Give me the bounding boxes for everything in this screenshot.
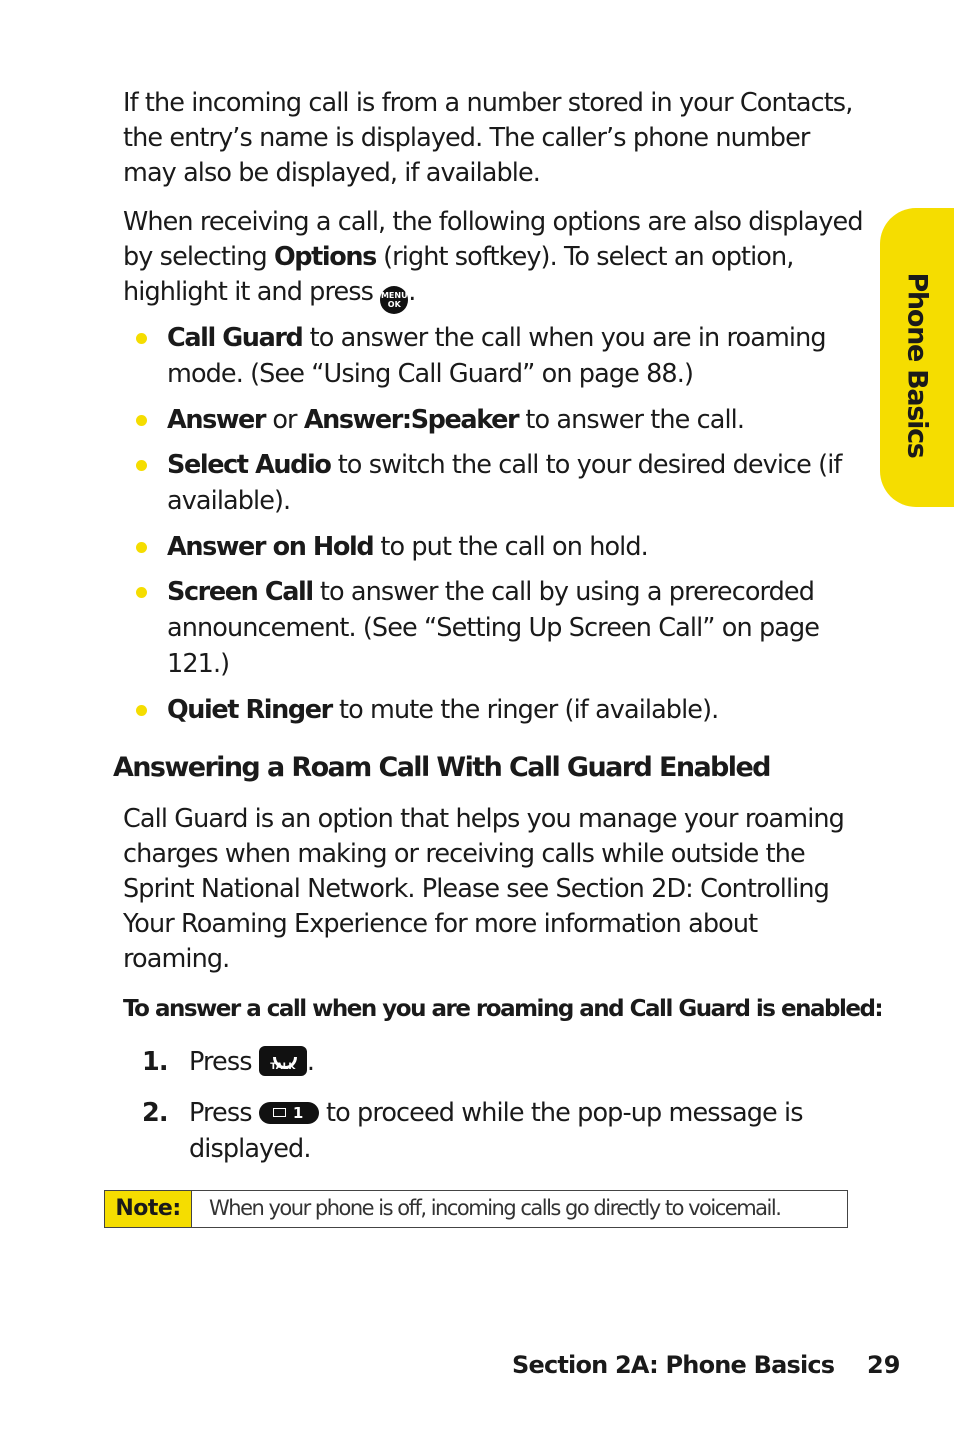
talk-key-icon <box>259 1046 307 1076</box>
option-name: Call Guard <box>167 323 303 353</box>
list-item-answer <box>123 402 863 438</box>
procedure-steps <box>123 1044 863 1182</box>
menu-key-label: MENU <box>380 291 408 300</box>
talk-key-label: TALK <box>270 1062 296 1072</box>
option-description: to answer the call when you are in roaming mode. (See “Using Call Guard” on page 88.) <box>167 323 826 389</box>
option-description: to answer the call. <box>518 404 745 435</box>
option-name-2: Answer:Speaker <box>303 404 519 435</box>
option-description: to answer the call by using a prerecorded announcement. (See “Setting Up Screen Call” on page 121.) <box>167 577 820 679</box>
step-number: 2. <box>142 1098 168 1128</box>
option-name: Quiet Ringer <box>167 694 332 725</box>
options-softkey-label: Options <box>274 242 376 272</box>
intro-paragraph-1: If the incoming call is from a number stored in your Contacts, the entry’s name is displayed. The caller’s phone number may also be displayed, if available. <box>123 88 853 188</box>
bullet-icon <box>136 415 147 426</box>
envelope-icon <box>273 1108 286 1117</box>
option-description: to mute the ringer (if available). <box>331 694 719 725</box>
side-tab-label: Phone Basics <box>901 272 933 458</box>
menu-ok-key-icon <box>380 286 408 314</box>
step-number: 1. <box>142 1047 168 1077</box>
list-item-answer-on-hold <box>123 529 863 565</box>
option-name: Answer <box>167 404 266 435</box>
bullet-icon <box>136 587 147 598</box>
note-box <box>104 1190 848 1228</box>
step-text-end: . <box>306 1047 315 1077</box>
footer-section-title: Section 2A: Phone Basics <box>512 1351 835 1379</box>
one-key-icon <box>259 1102 319 1124</box>
step-2 <box>123 1095 863 1167</box>
bullet-icon <box>136 542 147 553</box>
intro-p2-end: . <box>408 277 416 307</box>
bullet-icon <box>136 460 147 471</box>
step-text-end: to proceed while the pop-up message is displayed. <box>189 1098 803 1164</box>
call-options-list <box>123 320 863 737</box>
option-description: to switch the call to your desired device (if available). <box>167 450 842 516</box>
one-key-label: 1 <box>292 1104 304 1122</box>
step-1 <box>123 1044 863 1080</box>
bullet-icon <box>136 705 147 716</box>
bullet-icon <box>136 333 147 344</box>
procedure-subheading: To answer a call when you are roaming and Call Guard is enabled: <box>123 996 883 1022</box>
option-name: Select Audio <box>167 450 331 480</box>
step-text: Press <box>189 1098 259 1128</box>
section-body: Call Guard is an option that helps you manage your roaming charges when making or receiving calls while outside the Sprint National Network. Please see Section 2D: Controlling Your Roaming Experience for more information about roaming. <box>123 804 844 974</box>
note-label: Note: <box>105 1191 192 1227</box>
option-connector: or <box>265 404 304 435</box>
note-text: When your phone is off, incoming calls go directly to voicemail. <box>209 1196 781 1220</box>
intro-paragraph-2 <box>123 205 863 314</box>
step-text: Press <box>189 1047 259 1077</box>
list-item-quiet-ringer <box>123 692 863 728</box>
list-item-screen-call <box>123 574 863 682</box>
list-item-select-audio <box>123 447 863 519</box>
page-number: 29 <box>867 1351 901 1379</box>
option-name: Screen Call <box>167 577 313 607</box>
option-name: Answer on Hold <box>167 531 374 562</box>
intro-p2-after: (right softkey). To select an option, highlight it and press <box>123 242 794 307</box>
list-item-call-guard <box>123 320 863 392</box>
section-heading: Answering a Roam Call With Call Guard Enabled <box>113 752 770 783</box>
ok-key-label: OK <box>387 300 401 309</box>
option-description: to put the call on hold. <box>373 531 648 562</box>
intro-p2-before: When receiving a call, the following options are also displayed by selecting <box>123 207 863 272</box>
